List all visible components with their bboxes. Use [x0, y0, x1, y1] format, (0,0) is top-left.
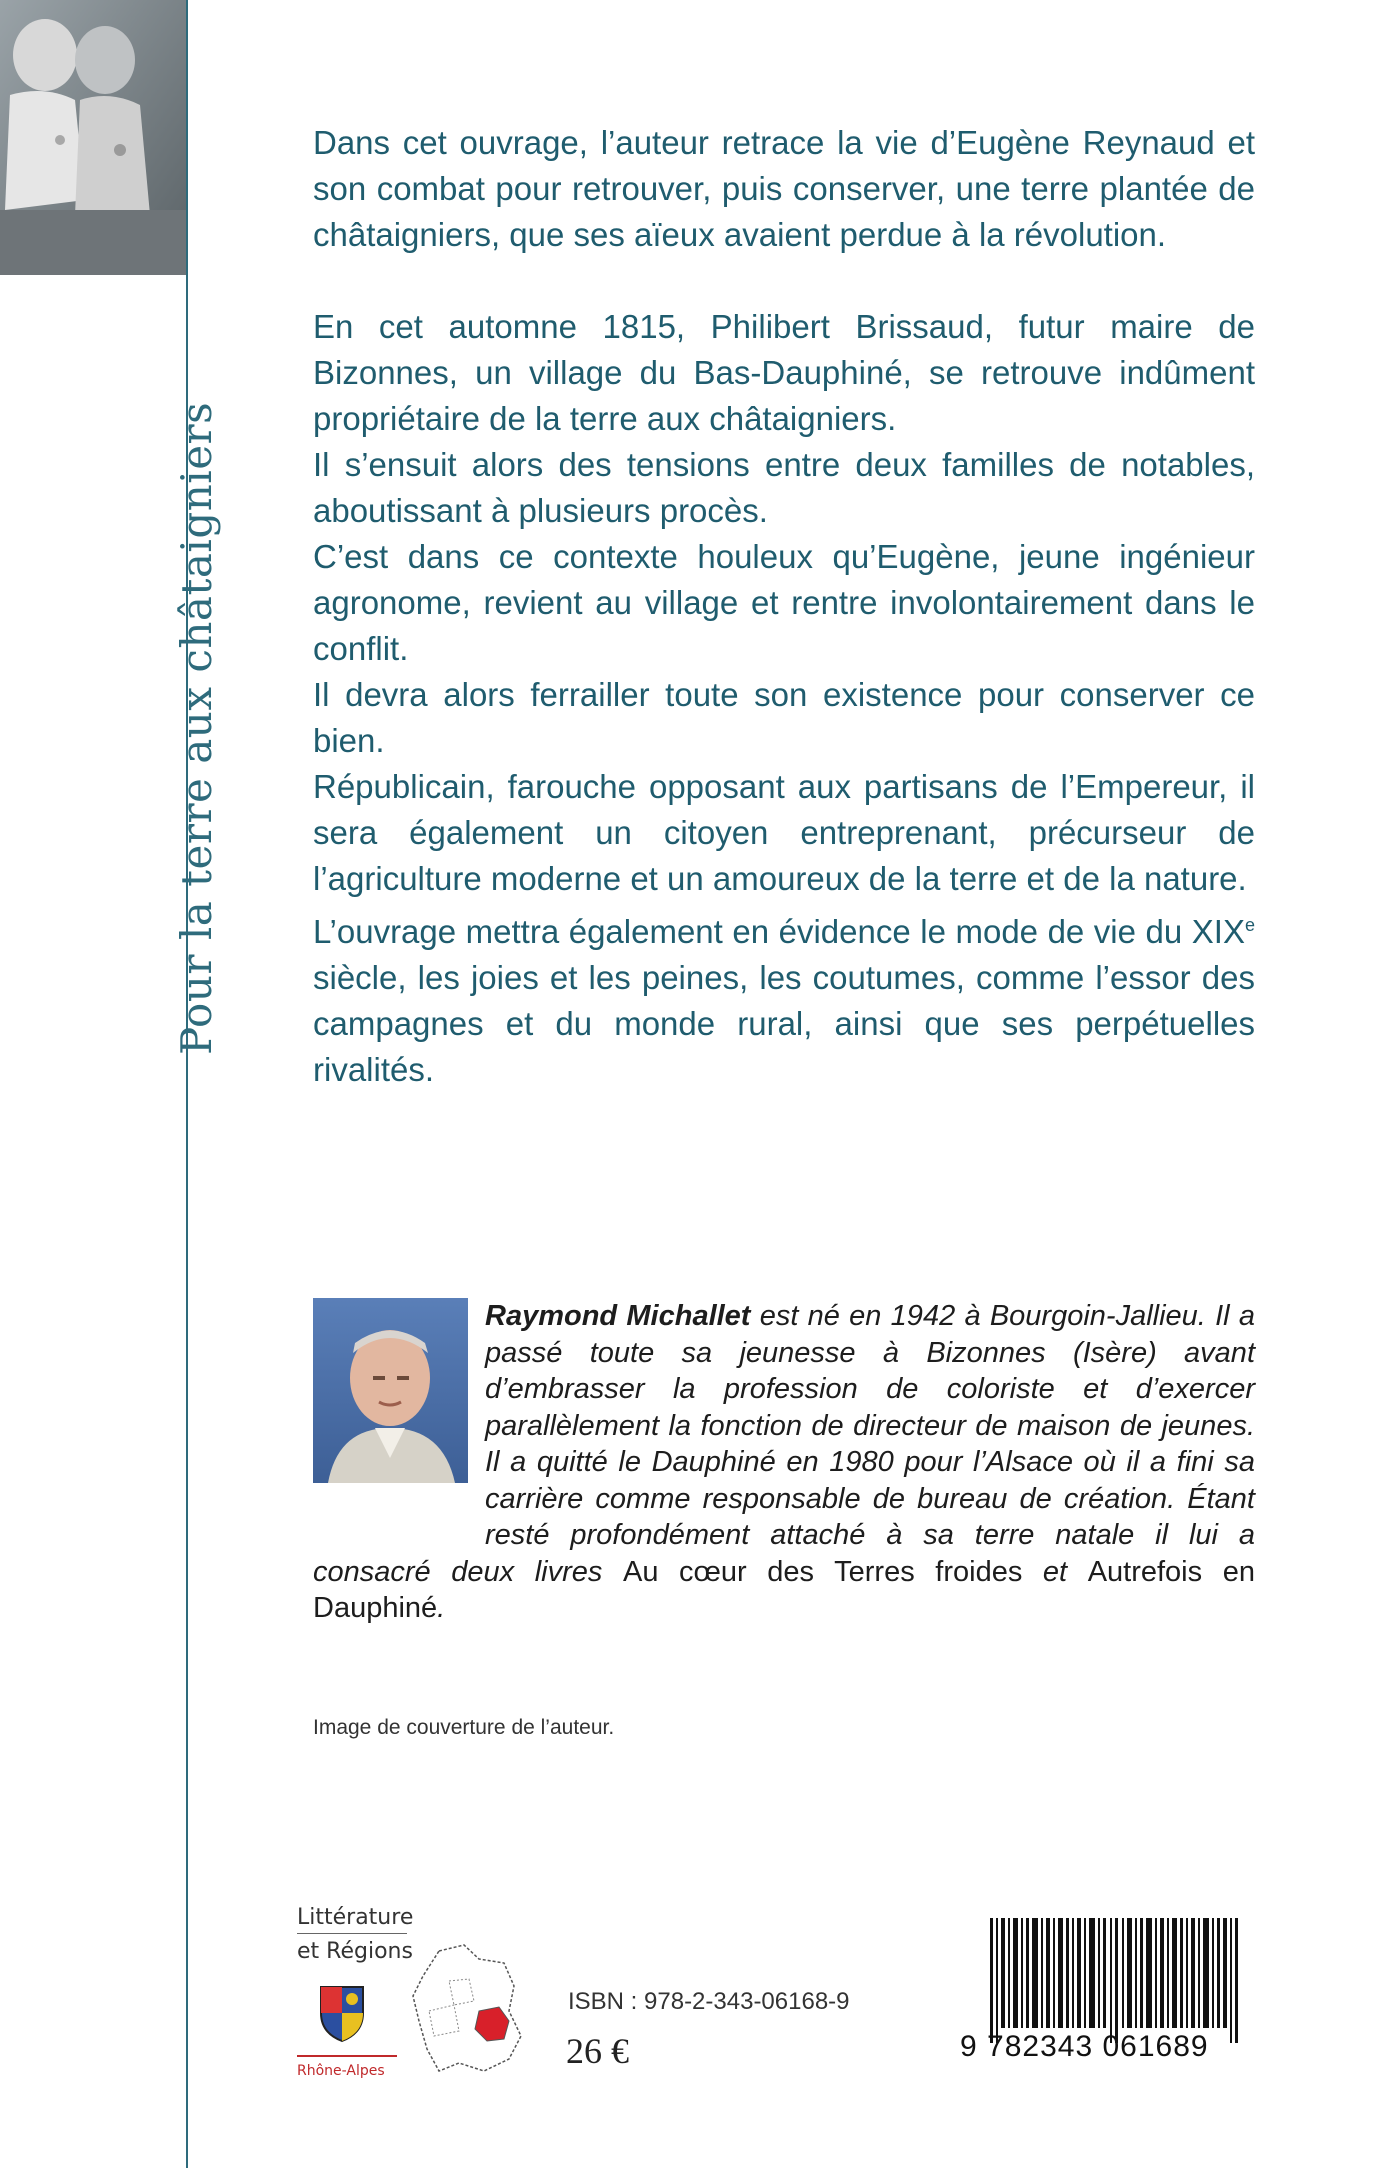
- book-title: Au cœur des Terres froides: [623, 1555, 1023, 1588]
- book-price: 26 €: [566, 2031, 629, 2071]
- summary-paragraph: Il devra alors ferrailler toute son existence pour conserver ce bien.: [313, 676, 1255, 759]
- region-rule: [297, 2055, 397, 2057]
- author-bio-text: et: [1022, 1555, 1088, 1588]
- barcode-digits: 9 782343 061689: [960, 2030, 1209, 2063]
- summary-text: siècle, les joies et les peines, les coutumes, comme l’essor des campagnes et du monde rural, ainsi que ses perpétuelles rivalités.: [313, 959, 1255, 1088]
- author-biography: [313, 1298, 1255, 1627]
- summary-paragraph: Dans cet ouvrage, l’auteur retrace la vie d’Eugène Reynaud et son combat pour retrouver, puis conserver, une terre plantée de châtaigniers, que ses aïeux avaient perdue à la révolution.: [313, 124, 1255, 253]
- summary-paragraph: C’est dans ce contexte houleux qu’Eugène, jeune ingénieur agronome, revient au village et rentre involontairement dans le conflit.: [313, 538, 1255, 667]
- france-map-icon: [409, 1941, 527, 2081]
- logo-divider: [297, 1933, 407, 1934]
- coat-of-arms-icon: [317, 1983, 367, 2043]
- collection-name-line2: et Régions: [297, 1939, 413, 1964]
- cover-photo-image: [0, 0, 186, 275]
- summary-paragraph: En cet automne 1815, Philibert Brissaud, futur maire de Bizonnes, un village du Bas-Dauphiné, se retrouve indûment propriétaire de la terre aux châtaigniers.: [313, 308, 1255, 437]
- author-bio-text: est né en 1942 à Bourgoin-Jallieu. Il a passé toute sa jeunesse à Bizonnes (Isère) avant d’embrasser la profession de coloriste et d’exercer parallèlement la fonction de directeur de maison de jeunes. Il a quitté le Dauphiné en 1980 pour l’Alsace où il a fini sa carrière comme responsable de bureau de création. Étant resté profondément attaché à sa terre natale il lui a consacré deux livres: [313, 1300, 1255, 1588]
- cover-image-credit: Image de couverture de l’auteur.: [313, 1716, 615, 1739]
- summary-text: L’ouvrage mettra également en évidence le mode de vie du XIX: [313, 913, 1245, 950]
- summary-paragraph-last: [313, 902, 1255, 1093]
- author-bio-text: .: [437, 1592, 446, 1624]
- cover-photo-children: [0, 0, 186, 275]
- collection-name-line1: Littérature: [297, 1905, 414, 1930]
- region-label: Rhône-Alpes: [297, 2063, 385, 2079]
- back-cover-summary: [313, 120, 1255, 1093]
- spine-panel: [0, 0, 187, 2168]
- spine-divider: [186, 0, 188, 2168]
- spine-title: Pour la terre aux châtaigniers: [172, 401, 221, 1055]
- century-superscript: e: [1244, 915, 1255, 935]
- author-name: Raymond Michallet: [485, 1300, 751, 1332]
- publisher-logo: [297, 1905, 527, 2085]
- summary-paragraph: Il s’ensuit alors des tensions entre deux familles de notables, aboutissant à plusieurs procès.: [313, 446, 1255, 529]
- book-title: Autrefois en Dauphiné: [313, 1555, 1255, 1624]
- isbn-number: ISBN : 978-2-343-06168-9: [568, 1988, 850, 2015]
- summary-paragraph: Républicain, farouche opposant aux partisans de l’Empereur, il sera également un citoyen entreprenant, précurseur de l’agriculture moderne et un amoureux de la terre et de la nature.: [313, 768, 1255, 897]
